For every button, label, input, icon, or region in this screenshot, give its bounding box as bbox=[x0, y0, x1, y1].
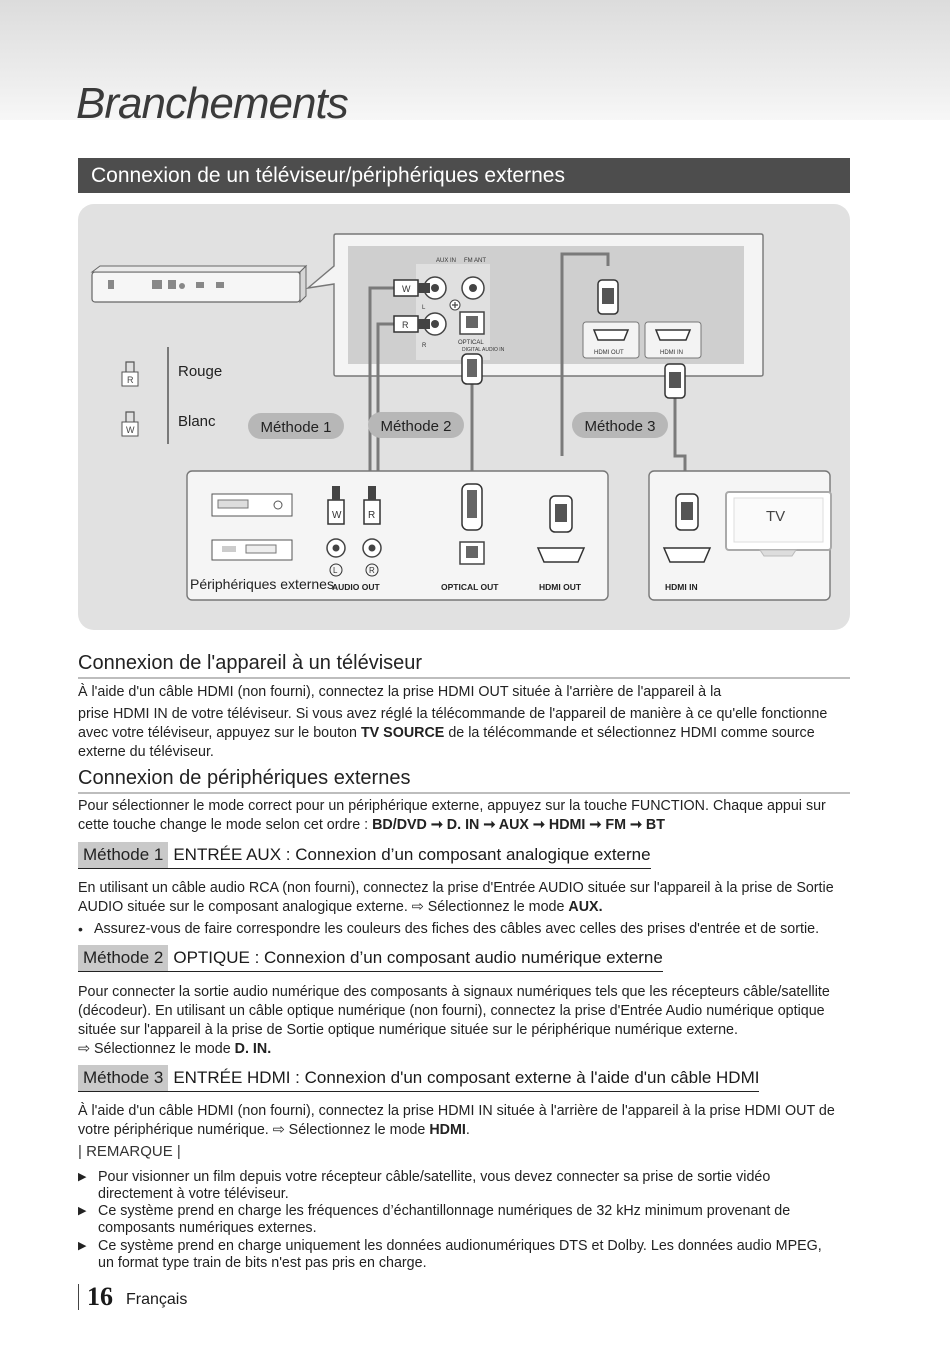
unit-plug-w-label: W bbox=[402, 284, 411, 294]
remark-item-1: ▶ Pour visionner un film depuis votre récepteur câble/satellite, vous devez connecter sa prise de sortie vidéo directement à votre téléviseur. bbox=[78, 1169, 771, 1202]
tv-paragraph-line-1: À l'aide d'un câble HDMI (non fourni), connectez la prise HDMI OUT située à l'arrière de l'appareil à la bbox=[78, 684, 722, 700]
page-number: 16 bbox=[87, 1282, 113, 1311]
tv-label: TV bbox=[766, 508, 786, 525]
remark-item-2: ▶ Ce système prend en charge les fréquences d’échantillonnage numériques de 32 kHz minimum provenant de composants numériques externes. bbox=[78, 1203, 791, 1236]
triangle-bullet-icon: ▶ bbox=[78, 1240, 87, 1252]
triangle-bullet-icon: ▶ bbox=[78, 1171, 87, 1183]
legend-red-marker: R bbox=[127, 375, 134, 385]
external-paragraph-line-1: Pour sélectionner le mode correct pour un périphérique externe, appuyez sur la touche FUNCTION. Chaque appui sur bbox=[78, 798, 826, 814]
method-2-line-1: Pour connecter la sortie audio numérique des composants à signaux numériques tels que les récepteurs câble/satellite bbox=[78, 984, 830, 1000]
method-2-line-2: (décodeur). En utilisant un câble optique numérique (non fourni), connectez la prise d'Entrée Audio numérique optique bbox=[78, 1003, 825, 1019]
method-3-pill bbox=[572, 412, 668, 438]
external-paragraph-line-2: cette touche change le mode selon cet ordre : BD/DVD ➞ D. IN ➞ AUX ➞ HDMI ➞ FM ➞ BT bbox=[78, 817, 665, 833]
svg-text:Méthode 2: Méthode 2 bbox=[380, 418, 452, 435]
tv-paragraph-line-2: prise HDMI IN de votre téléviseur. Si vous avez réglé la télécommande de l'appareil de manière à ce qu'elle fonctionne bbox=[78, 706, 828, 722]
digital-in-label: DIGITAL AUDIO IN bbox=[462, 347, 505, 353]
triangle-bullet-icon: ▶ bbox=[78, 1205, 87, 1217]
legend-white-marker: W bbox=[126, 425, 135, 435]
section-heading-tv: Connexion de l'appareil à un téléviseur bbox=[78, 650, 850, 679]
svg-text:HDMI IN: HDMI IN bbox=[660, 350, 683, 356]
optical-out-plug bbox=[460, 484, 484, 564]
remark-label: | REMARQUE | bbox=[78, 1143, 181, 1160]
method-3-line-1: À l'aide d'un câble HDMI (non fourni), connectez la prise HDMI IN située à l'arrière de l'appareil à la prise HDMI OUT de bbox=[78, 1103, 835, 1119]
svg-text:Méthode 1: Méthode 1 bbox=[260, 419, 332, 436]
section-heading-external: Connexion de périphériques externes bbox=[78, 765, 850, 794]
fm-ant-label: FM ANT bbox=[464, 258, 486, 264]
page-title: Branchements bbox=[76, 79, 348, 128]
optical-out-label: OPTICAL OUT bbox=[441, 582, 499, 592]
method-2-title: OPTIQUE : Connexion d’un composant audio numérique externe bbox=[173, 948, 663, 967]
connection-diagram bbox=[78, 204, 850, 630]
tv-paragraph-line-4: externe du téléviseur. bbox=[78, 744, 214, 760]
remark-item-3: ▶ Ce système prend en charge uniquement les données audionumériques DTS et Dolby. Les données audio MPEG, un format type train de bits n'est pas pris en charge. bbox=[78, 1238, 822, 1271]
tv-source-button-name: TV SOURCE bbox=[360, 725, 445, 741]
main-unit-icon bbox=[92, 266, 306, 302]
unit-plug-r-label: R bbox=[402, 320, 409, 330]
method-1-pill bbox=[248, 413, 344, 439]
aux-in-label: AUX IN bbox=[436, 258, 457, 264]
hdmi-out-label: HDMI OUT bbox=[539, 582, 582, 592]
external-devices-label: Périphériques externes bbox=[190, 576, 334, 592]
tv-hdmi-in-label: HDMI IN bbox=[665, 582, 698, 592]
method-2-tag: Méthode 2 bbox=[78, 945, 168, 971]
legend-white-plug-icon bbox=[122, 412, 138, 436]
method-2-heading bbox=[78, 945, 663, 972]
optical-label: OPTICAL bbox=[458, 340, 484, 346]
unit-hdmi-in-jack bbox=[645, 322, 701, 358]
optical-plug-unit bbox=[462, 354, 482, 384]
unit-jack-l-label: L bbox=[422, 305, 426, 311]
method-1-line-1: En utilisant un câble audio RCA (non fourni), connectez la prise d'Entrée AUDIO située sur l'appareil à la prise de Sortie bbox=[78, 880, 834, 896]
method-3-heading bbox=[78, 1065, 759, 1092]
set-top-box-icon bbox=[212, 540, 292, 560]
hdmi-plug-unit-in bbox=[665, 364, 685, 398]
method-3-line-2: votre périphérique numérique. ⇨ Sélectionnez le mode HDMI. bbox=[78, 1122, 470, 1138]
unit-jack-r-label: R bbox=[422, 343, 427, 349]
method-1-title: ENTRÉE AUX : Connexion d’un composant analogique externe bbox=[173, 845, 651, 864]
method-1-tag: Méthode 1 bbox=[78, 842, 168, 868]
footer-divider bbox=[78, 1284, 79, 1310]
ext-plug-w-label: W bbox=[332, 510, 342, 521]
tv-paragraph-line-3: avec votre téléviseur, appuyez sur le bouton TV SOURCE de la télécommande et sélectionnez HDMI comme source bbox=[78, 725, 815, 741]
method-3-title: ENTRÉE HDMI : Connexion d'un composant externe à l'aide d'un câble HDMI bbox=[173, 1068, 760, 1087]
mode-sequence: BD/DVD ➞ D. IN ➞ AUX ➞ HDMI ➞ FM ➞ BT bbox=[372, 817, 665, 833]
method-3-tag: Méthode 3 bbox=[78, 1065, 168, 1091]
dvd-player-icon bbox=[212, 494, 292, 516]
legend-white-label: Blanc bbox=[178, 413, 216, 430]
unit-hdmi-out-jack bbox=[583, 322, 639, 358]
ext-jack-l-label: L bbox=[333, 566, 338, 575]
method-1-line-2: AUDIO située sur le composant analogique externe. ⇨ Sélectionnez le mode AUX. bbox=[78, 899, 603, 915]
hdmi-plug-unit-out bbox=[598, 280, 618, 314]
audio-out-label: AUDIO OUT bbox=[332, 582, 380, 592]
legend-red-plug-icon bbox=[122, 362, 138, 386]
bullet-dot-icon: • bbox=[78, 921, 83, 937]
method-2-line-4: ⇨ Sélectionnez le mode D. IN. bbox=[78, 1041, 272, 1057]
svg-text:Méthode 3: Méthode 3 bbox=[584, 418, 656, 435]
method-1-heading bbox=[78, 842, 651, 869]
svg-text:HDMI OUT: HDMI OUT bbox=[594, 350, 624, 356]
ext-jack-r-label: R bbox=[369, 566, 375, 575]
page-language: Français bbox=[126, 1291, 188, 1308]
legend-red-label: Rouge bbox=[178, 363, 223, 380]
section-title-bar: Connexion de un téléviseur/périphériques externes bbox=[78, 158, 850, 193]
ext-plug-r-label: R bbox=[368, 510, 376, 521]
method-1-bullet: • Assurez-vous de faire correspondre les couleurs des fiches des câbles avec celles des prises d'entrée et de sortie. bbox=[78, 921, 820, 937]
method-2-line-3: située sur l'appareil à la prise de Sortie optique numérique située sur le périphérique numérique externe. bbox=[78, 1022, 738, 1038]
method-2-pill bbox=[368, 412, 464, 438]
